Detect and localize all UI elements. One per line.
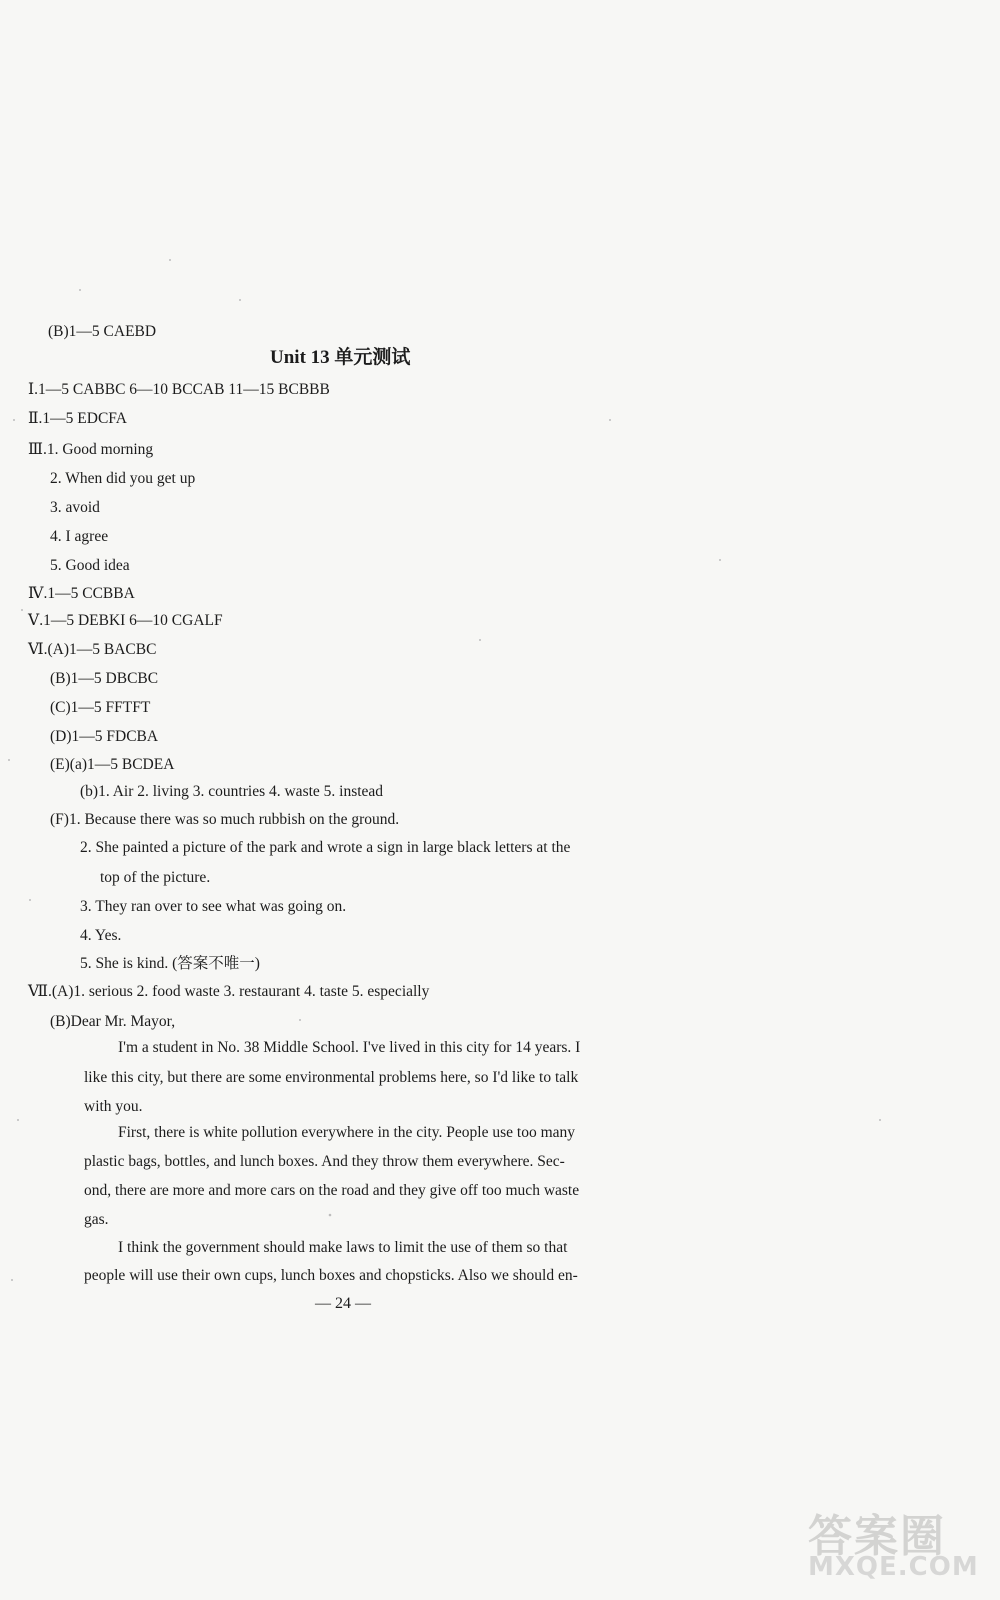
- answer-line-v: Ⅴ.1—5 DEBKI 6—10 CGALF: [28, 612, 223, 629]
- answer-line-vi-a: Ⅵ.(A)1—5 BACBC: [28, 641, 157, 658]
- answer-line-iii-1: Ⅲ.1. Good morning: [28, 441, 154, 458]
- answer-line-iv: Ⅳ.1—5 CCBBA: [28, 585, 135, 602]
- answer-line-vi-f-3: 3. They ran over to see what was going on.: [80, 898, 347, 915]
- answer-line-vi-e-a: (E)(a)1—5 BCDEA: [50, 756, 175, 773]
- answer-line-vi-d: (D)1—5 FDCBA: [50, 728, 159, 745]
- letter-p3-line1: I think the government should make laws to limit the use of them so that: [118, 1239, 568, 1256]
- letter-p3-line2: people will use their own cups, lunch boxes and chopsticks. Also we should en-: [84, 1267, 578, 1284]
- answer-line-i: Ⅰ.1—5 CABBC 6—10 BCCAB 11—15 BCBBB: [28, 381, 330, 398]
- answer-line-ii: Ⅱ.1—5 EDCFA: [28, 410, 127, 427]
- watermark-url: MXQE.COM: [808, 1552, 979, 1582]
- answer-line-vii-a: Ⅶ.(A)1. serious 2. food waste 3. restaurant 4. taste 5. especially: [28, 983, 430, 1000]
- letter-p2-line4: gas.: [84, 1211, 109, 1228]
- letter-p1-line2: like this city, but there are some environmental problems here, so I'd like to talk: [84, 1069, 579, 1086]
- answer-line-vi-c: (C)1—5 FFTFT: [50, 699, 151, 716]
- answer-line-iii-2: 2. When did you get up: [50, 470, 196, 487]
- letter-p1-line3: with you.: [84, 1098, 143, 1115]
- answer-line-vii-b: (B)Dear Mr. Mayor,: [50, 1013, 176, 1030]
- prev-section-b-answers: (B)1—5 CAEBD: [48, 323, 157, 340]
- answer-line-vi-f-4: 4. Yes.: [80, 927, 122, 944]
- answer-line-vi-f-2: 2. She painted a picture of the park and wrote a sign in large black letters at the: [80, 839, 571, 856]
- answer-line-vi-f-2-cont: top of the picture.: [100, 869, 211, 886]
- unit-title: Unit 13 单元测试: [270, 347, 411, 368]
- answer-line-vi-e-b: (b)1. Air 2. living 3. countries 4. waste 5. instead: [80, 783, 384, 800]
- letter-p2-line3: ond, there are more and more cars on the road and they give off too much waste: [84, 1182, 580, 1199]
- answer-line-vi-b: (B)1—5 DBCBC: [50, 670, 159, 687]
- answer-line-iii-3: 3. avoid: [50, 499, 100, 516]
- letter-p2-line2: plastic bags, bottles, and lunch boxes. And they throw them everywhere. Sec-: [84, 1153, 565, 1170]
- answer-line-vi-f-1: (F)1. Because there was so much rubbish on the ground.: [50, 811, 400, 828]
- letter-p2-line1: First, there is white pollution everywhere in the city. People use too many: [118, 1124, 576, 1141]
- answer-line-vi-f-5: 5. She is kind. (答案不唯一): [80, 955, 260, 972]
- watermark-text: 答案圈: [808, 1511, 946, 1562]
- answer-line-iii-4: 4. I agree: [50, 528, 109, 545]
- site-watermark-logo: [808, 1500, 978, 1586]
- letter-p1-line1: I'm a student in No. 38 Middle School. I've lived in this city for 14 years. I: [118, 1039, 581, 1056]
- answer-line-iii-5: 5. Good idea: [50, 557, 130, 574]
- page-number: — 24 —: [315, 1295, 371, 1312]
